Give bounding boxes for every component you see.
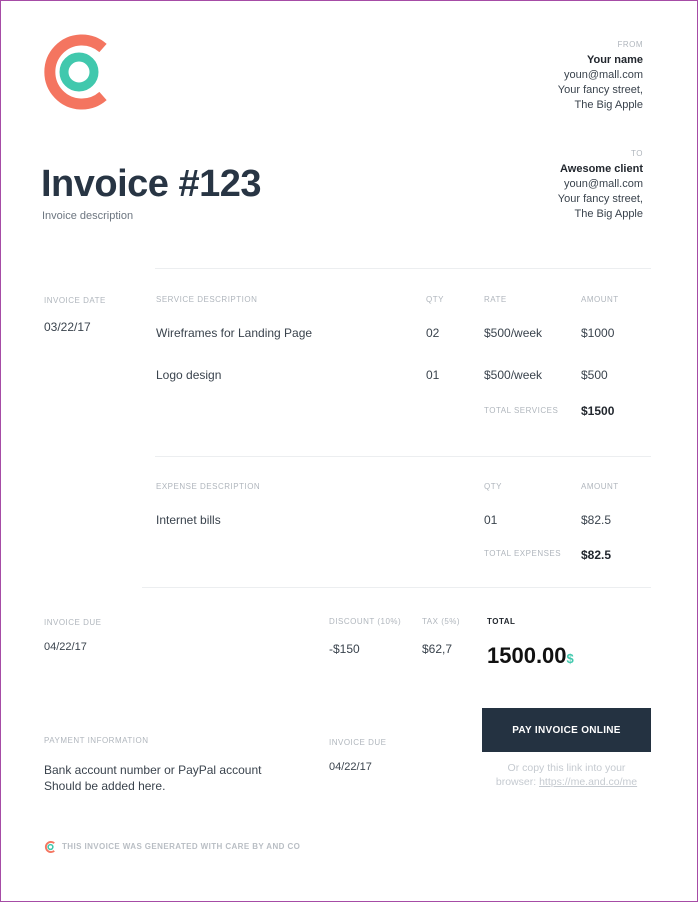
to-block (443, 149, 643, 222)
invoice-date-label: INVOICE DATE (44, 296, 106, 305)
total-services-label: TOTAL SERVICES (484, 406, 559, 415)
service-qty-header: QTY (426, 295, 444, 304)
divider (142, 587, 651, 588)
service-row-rate: $500/week (484, 326, 543, 340)
service-row-qty: 02 (426, 326, 440, 340)
from-email: youn@mall.com (563, 69, 643, 81)
pay-invoice-button[interactable]: PAY INVOICE ONLINE (482, 708, 651, 752)
expense-row-description: Internet bills (156, 513, 221, 527)
total-expenses-value: $82.5 (581, 548, 612, 562)
payment-info-line: Bank account number or PayPal account (44, 763, 262, 777)
footer-logo-icon (44, 840, 56, 858)
total-expenses-label: TOTAL EXPENSES (484, 549, 562, 558)
discount-value: -$150 (329, 642, 360, 656)
service-row-description: Wireframes for Landing Page (156, 326, 313, 340)
service-rate-header: RATE (484, 295, 507, 304)
to-city: The Big Apple (574, 208, 643, 220)
service-row-qty: 01 (426, 368, 440, 382)
expense-qty-header: QTY (484, 482, 502, 491)
payment-hint-prefix: browser: (495, 776, 540, 788)
expense-amount-header: AMOUNT (581, 482, 619, 491)
payment-hint-line: Or copy this link into your (507, 762, 626, 774)
payment-due-label: INVOICE DUE (329, 738, 387, 747)
service-row-rate: $500/week (484, 368, 543, 382)
payment-link-hint (482, 761, 651, 789)
divider (155, 456, 651, 457)
service-description-header: SERVICE DESCRIPTION (156, 295, 258, 304)
to-label: TO (631, 149, 643, 158)
service-row-amount: $1000 (581, 326, 615, 340)
to-email: youn@mall.com (563, 178, 643, 190)
payment-due-date: 04/22/17 (329, 761, 372, 773)
invoice-due-label: INVOICE DUE (44, 618, 102, 627)
payment-info-text (44, 762, 261, 794)
total-services-value: $1500 (581, 404, 615, 418)
service-row-description: Logo design (156, 368, 222, 382)
invoice-description: Invoice description (42, 210, 134, 222)
tax-label: TAX (5%) (422, 617, 461, 626)
service-amount-header: AMOUNT (581, 295, 619, 304)
from-name: Your name (586, 54, 643, 66)
divider (155, 268, 651, 269)
to-name: Awesome client (560, 163, 643, 175)
company-logo-icon (41, 34, 111, 110)
grand-total-value: 1500.00 (487, 643, 567, 668)
service-row-amount: $500 (581, 368, 608, 382)
expense-row-amount: $82.5 (581, 513, 612, 527)
from-label: FROM (617, 40, 643, 49)
payment-info-line: Should be added here. (44, 779, 166, 793)
total-label: TOTAL (487, 617, 516, 626)
invoice-title: Invoice #123 (41, 163, 262, 205)
from-city: The Big Apple (574, 99, 643, 111)
expense-row-qty: 01 (484, 513, 498, 527)
payment-link[interactable]: https://me.and.co/me (539, 776, 638, 788)
tax-value: $62,7 (422, 642, 453, 656)
expense-description-header: EXPENSE DESCRIPTION (156, 482, 261, 491)
to-street: Your fancy street, (557, 193, 643, 205)
footer-text: THIS INVOICE WAS GENERATED WITH CARE BY AND CO (62, 842, 301, 851)
from-block (443, 40, 643, 113)
invoice-due-date: 04/22/17 (44, 641, 87, 653)
invoice-date: 03/22/17 (44, 320, 91, 334)
grand-total (487, 643, 574, 669)
currency-symbol: $ (566, 651, 574, 666)
payment-hint-line2 (482, 775, 651, 789)
discount-label: DISCOUNT (10%) (329, 617, 402, 626)
from-street: Your fancy street, (557, 84, 643, 96)
payment-info-label: PAYMENT INFORMATION (44, 736, 149, 745)
